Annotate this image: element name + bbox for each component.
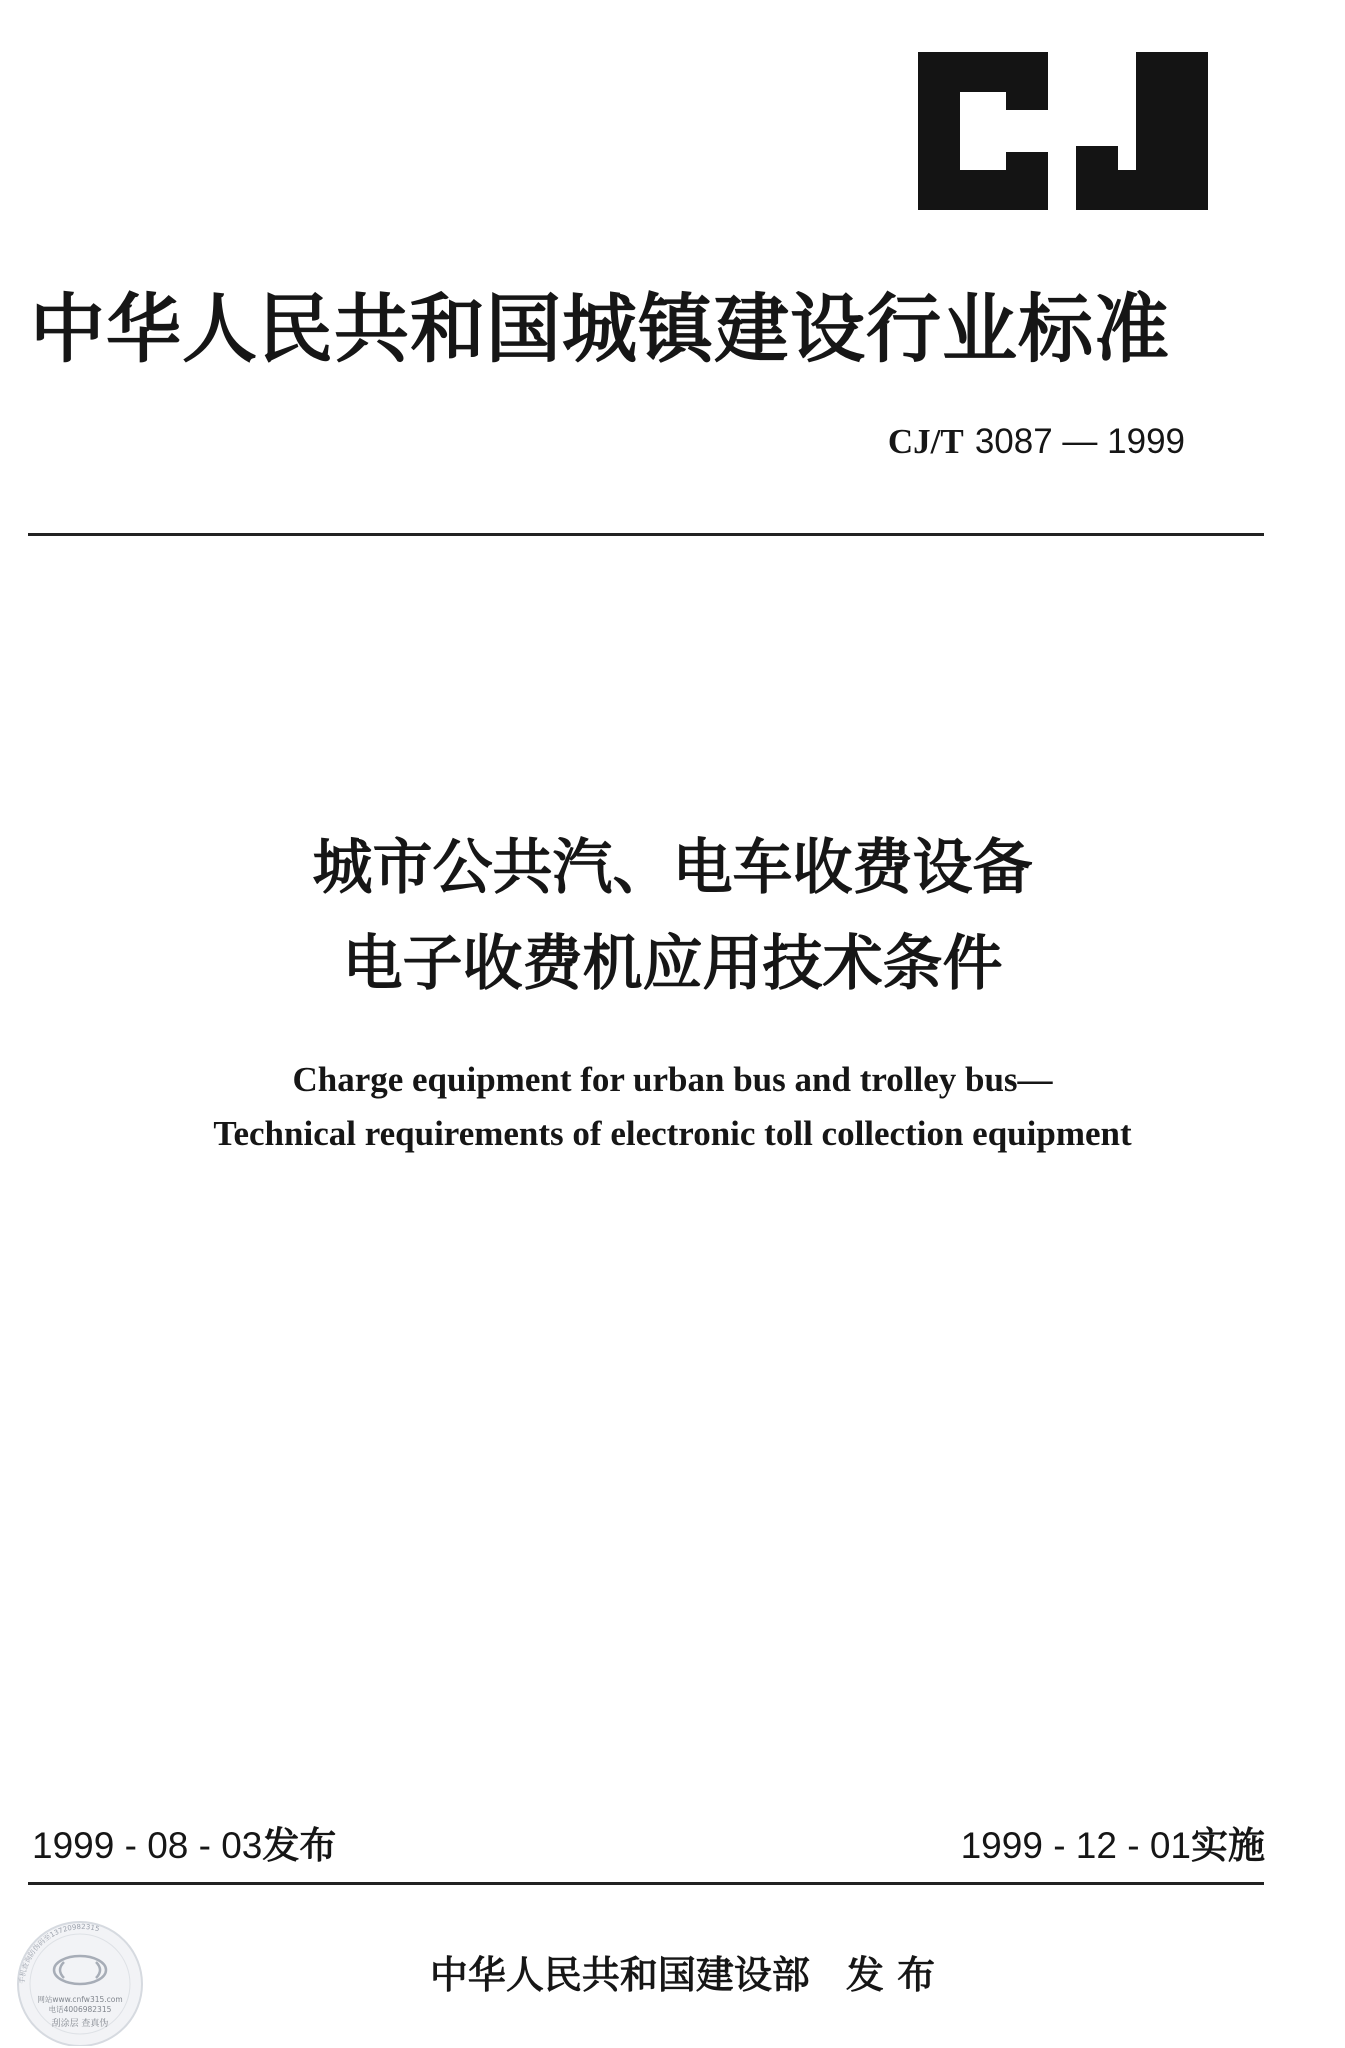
issue-date-label: 发布	[262, 1824, 337, 1867]
cj-logo-graphic	[918, 52, 1208, 210]
title-chinese-line2: 电子收费机应用技术条件	[342, 929, 1003, 999]
stamp-caption: 刮涂层 查真伪	[51, 2019, 109, 2029]
cj-logo	[918, 52, 1208, 210]
anti-counterfeit-stamp	[4, 1906, 154, 2046]
title-chinese-line1: 城市公共汽、电车收费设备	[312, 833, 1033, 903]
implementation-date-value: 1999 - 12 - 01	[960, 1825, 1191, 1866]
stamp-ring-text: 手机查询防伪码至13720982315	[17, 1922, 101, 1985]
org-title: 中华人民共和国城镇建设行业标准	[30, 285, 1171, 373]
stamp-website: 网站www.cnfw315.com	[37, 1995, 123, 2004]
title-english-line2: Technical requirements of electronic toll collection equipment	[213, 1114, 1132, 1153]
issue-date	[32, 1822, 336, 1870]
publisher-name: 中华人民共和国建设部	[429, 1953, 810, 1997]
publisher-label: 发 布	[845, 1953, 936, 1997]
stamp-phone: 电话4006982315	[48, 2005, 112, 2014]
standard-code-prefix: CJ/T	[887, 422, 964, 461]
issue-date-value: 1999 - 08 - 03	[32, 1825, 263, 1866]
standard-code	[888, 420, 1185, 464]
title-english-line1: Charge equipment for urban bus and trolley bus—	[292, 1060, 1053, 1099]
implementation-date-label: 实施	[1191, 1824, 1265, 1867]
implementation-date	[961, 1822, 1265, 1870]
top-divider	[28, 533, 1264, 536]
publisher	[0, 1950, 1345, 2000]
stamp-seal-icon	[4, 1906, 154, 2046]
standard-code-number: 3087 — 1999	[974, 422, 1185, 461]
bottom-divider	[28, 1882, 1264, 1885]
